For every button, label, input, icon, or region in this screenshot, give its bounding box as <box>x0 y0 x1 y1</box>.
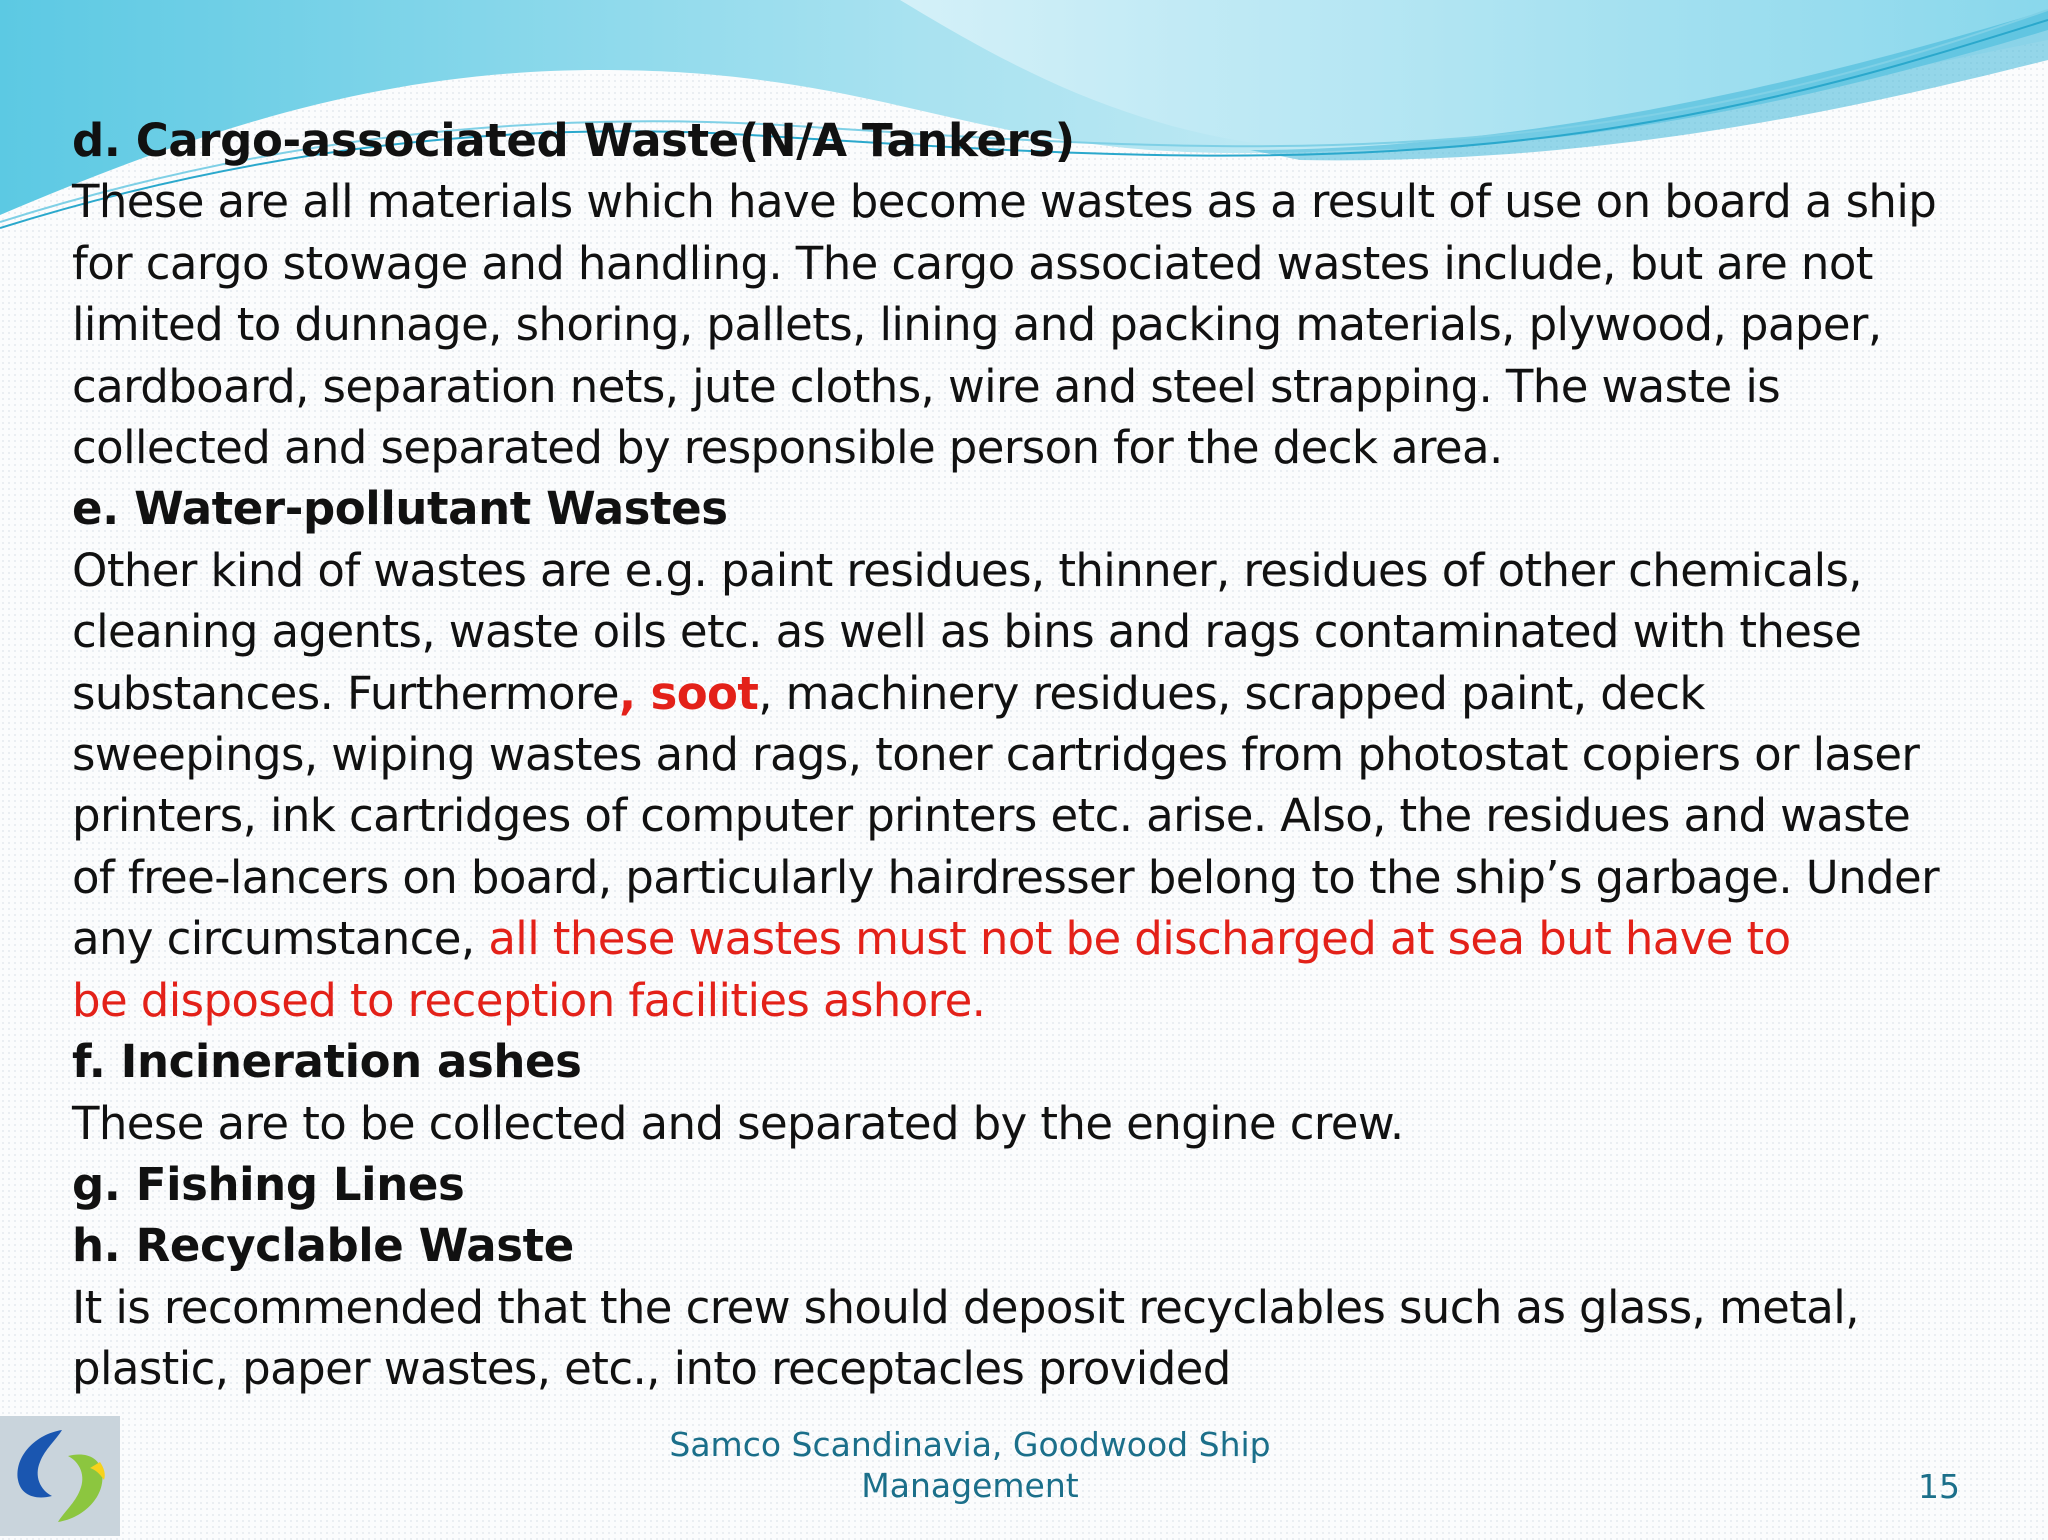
body-line: cardboard, separation nets, jute cloths, wire and steel strapping. The waste is <box>72 359 1781 413</box>
section-heading-cargo-waste: d. Cargo-associated Waste(N/A Tankers) <box>72 114 1075 167</box>
section-heading-fishing-lines: g. Fishing Lines <box>72 1157 465 1211</box>
body-line: These are to be collected and separated by the engine crew. <box>72 1096 1404 1150</box>
body-line: sweepings, wiping wastes and rags, toner cartridges from photostat copiers or laser <box>72 728 1920 782</box>
body-line: cleaning agents, waste oils etc. as well as bins and rags contaminated with these <box>72 605 1862 659</box>
footer-company-line: Management <box>861 1466 1079 1505</box>
body-line: These are all materials which have become wastes as a result of use on board a ship <box>72 175 1937 229</box>
warning-text: be disposed to reception facilities ashore. <box>72 973 986 1027</box>
body-line <box>72 663 2002 724</box>
section-heading-recyclable-waste: h. Recyclable Waste <box>72 1219 574 1273</box>
section-heading-incineration-ashes: f. Incineration ashes <box>72 1035 582 1089</box>
section-heading-water-pollutant: e. Water-pollutant Wastes <box>72 482 728 536</box>
body-line: for cargo stowage and handling. The cargo associated wastes include, but are not <box>72 236 1873 290</box>
body-line: limited to dunnage, shoring, pallets, lining and packing materials, plywood, paper, <box>72 298 1882 352</box>
body-text: , machinery residues, scrapped paint, deck <box>758 666 1705 720</box>
body-line: plastic, paper wastes, etc., into receptacles provided <box>72 1342 1231 1396</box>
slide-body <box>72 110 2002 1400</box>
body-line <box>72 908 2002 969</box>
footer-company-line: Samco Scandinavia, Goodwood Ship <box>669 1425 1271 1464</box>
footer-company <box>560 1424 1380 1506</box>
body-text: any circumstance, <box>72 912 489 966</box>
page-number: 15 <box>1918 1467 1960 1506</box>
body-line: printers, ink cartridges of computer printers etc. arise. Also, the residues and waste <box>72 789 1911 843</box>
highlight-soot: , soot <box>618 666 759 720</box>
body-line: collected and separated by responsible person for the deck area. <box>72 421 1503 475</box>
body-text: substances. Furthermore <box>72 666 619 720</box>
body-line: It is recommended that the crew should deposit recyclables such as glass, metal, <box>72 1280 1859 1334</box>
samco-s-logo-icon <box>0 1416 120 1536</box>
warning-text: all these wastes must not be discharged at sea but have to <box>488 912 1791 966</box>
body-line: of free-lancers on board, particularly hairdresser belong to the ship’s garbage. Under <box>72 850 1939 904</box>
body-line: Other kind of wastes are e.g. paint residues, thinner, residues of other chemicals, <box>72 543 1863 597</box>
